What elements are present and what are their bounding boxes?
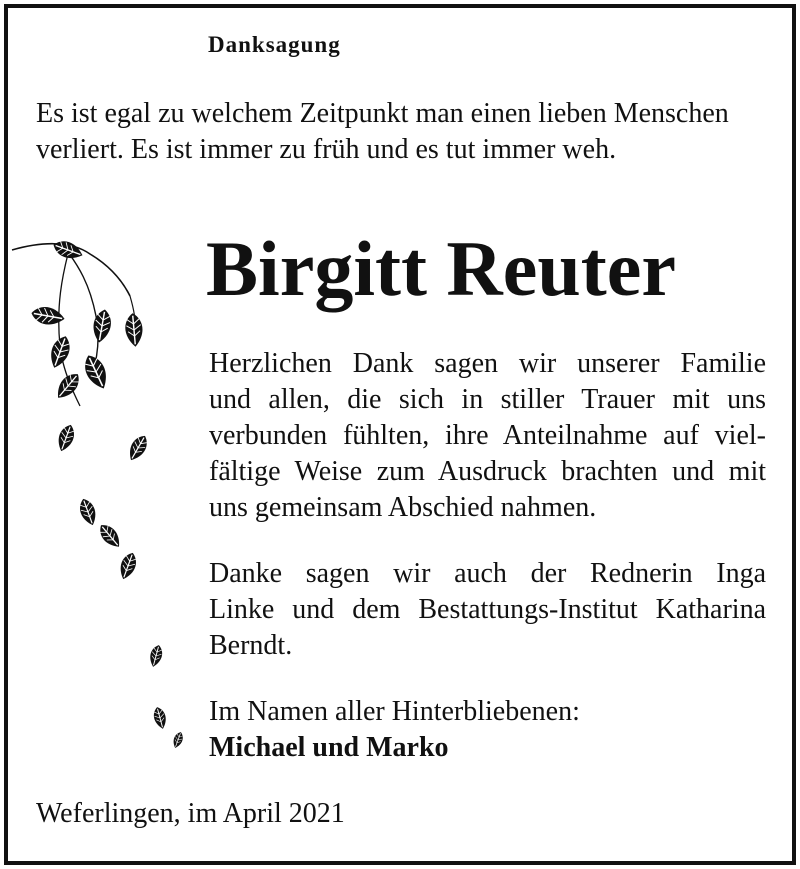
intro-quote [36, 96, 776, 168]
thanks-line: verbunden fühlten, ihre Anteilnahme auf viel- [209, 420, 766, 451]
speaker-paragraph [209, 556, 766, 664]
thanks-line: Herzlichen Dank sagen wir unserer Familie [209, 348, 766, 379]
thanks-line: fältige Weise zum Ausdruck brachten und mit [209, 456, 766, 487]
intro-line: Es ist egal zu welchem Zeitpunkt man einen lieben Menschen [36, 98, 729, 129]
thanks-paragraph [209, 346, 766, 526]
intro-line: verliert. Es ist immer zu früh und es tut immer weh. [36, 134, 617, 165]
thanks-line: und allen, die sich in stiller Trauer mit uns [209, 384, 766, 415]
place-date: Weferlingen, im April 2021 [36, 798, 345, 829]
speaker-line: Berndt. [209, 630, 293, 661]
notice-heading: Danksagung [208, 32, 341, 57]
speaker-line: Danke sagen wir auch der Rednerin Inga [209, 558, 766, 589]
leafy-branch-illustration [10, 236, 190, 756]
signers: Michael und Marko [209, 732, 449, 763]
closing-block [209, 694, 580, 766]
thanks-line: uns gemeinsam Abschied nahmen. [209, 492, 597, 523]
closing-line: Im Namen aller Hinterbliebenen: [209, 696, 580, 727]
deceased-name: Birgitt Reuter [206, 225, 676, 312]
speaker-line: Linke und dem Bestattungs-Institut Katharina [209, 594, 766, 625]
